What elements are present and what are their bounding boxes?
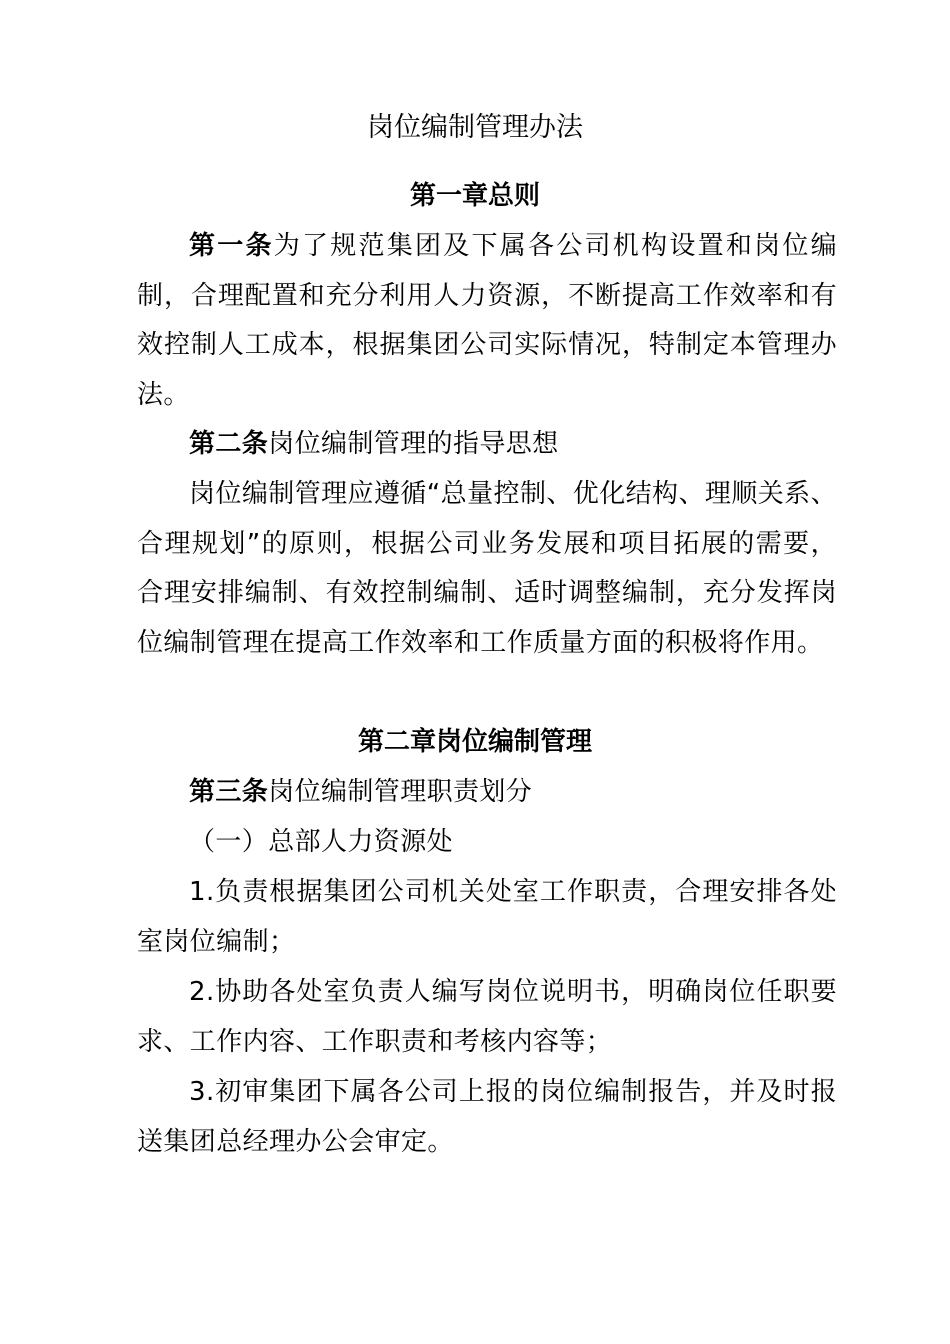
article-2-label: 第二条: [189, 429, 269, 459]
article-2-text: 岗位编制管理的指导思想: [268, 429, 559, 459]
article-3-item-1: 1.负责根据集团公司机关处室工作职责，合理安排各处室岗位编制；: [137, 877, 837, 957]
article-1-text: 为了规范集团及下属各公司机构设置和岗位编制，合理配置和充分利用人力资源，不断提高工作效率和有效控制人工成本，根据集团公司实际情况，特制定本管理办法。: [137, 231, 837, 410]
article-3-item-3: 3.初审集团下属各公司上报的岗位编制报告，并及时报送集团总经理办公会审定。: [137, 1077, 837, 1157]
article-2: [137, 420, 837, 470]
article-3-section-1: （一）总部人力资源处: [189, 827, 454, 857]
article-3-label: 第三条: [189, 777, 269, 807]
article-3-item-2: 2.协助各处室负责人编写岗位说明书，明确岗位任职要求、工作内容、工作职责和考核内容等；: [137, 977, 837, 1057]
chapter-2-heading: 第二章岗位编制管理: [357, 727, 592, 757]
article-1: [137, 222, 837, 420]
article-3-text: 岗位编制管理职责划分: [268, 777, 533, 807]
article-3: [137, 768, 837, 818]
article-2-body: 岗位编制管理应遵循“总量控制、优化结构、理顺关系、合理规划”的原则，根据公司业务发展和项目拓展的需要，合理安排编制、有效控制编制、适时调整编制，充分发挥岗位编制管理在提高工作效率和工作质量方面的积极将作用。: [137, 479, 837, 658]
document-title: 岗位编制管理办法: [367, 112, 583, 143]
article-1-label: 第一条: [189, 231, 274, 261]
chapter-1-heading: 第一章总则: [409, 181, 540, 211]
